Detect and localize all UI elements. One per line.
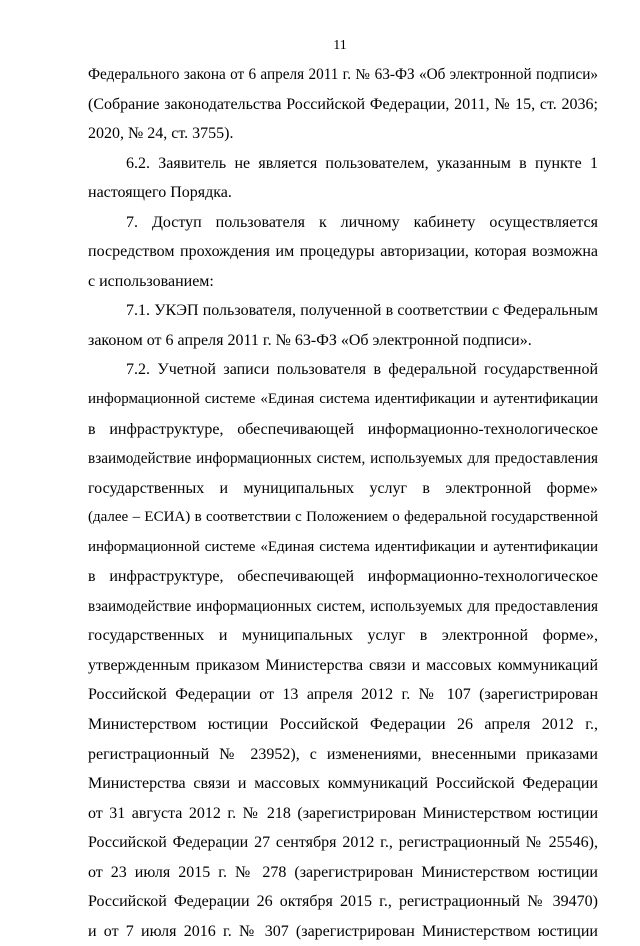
text-line: с использованием:: [88, 272, 214, 290]
text-line: Министерством юстиции Российской Федерации 26 апреля 2012 г.,: [88, 716, 598, 734]
text-line: Российской Федерации 26 октября 2015 г., регистрационный № 39470): [88, 893, 598, 911]
text-line: Российской Федерации от 13 апреля 2012 г. № 107 (зарегистрирован: [88, 686, 598, 704]
text-line: 2020, № 24, ст. 3755).: [88, 125, 234, 143]
body-text: [88, 60, 598, 946]
text-line: 7.1. УКЭП пользователя, полученной в соответствии с Федеральным: [126, 302, 598, 320]
text-line: 6.2. Заявитель не является пользователем, указанным в пункте 1: [126, 154, 598, 172]
text-line: взаимодействие информационных систем, используемых для предоставления: [88, 597, 598, 615]
text-line: Министерства связи и массовых коммуникаций Российской Федерации: [88, 775, 598, 793]
text-line: 7. Доступ пользователя к личному кабинету осуществляется: [126, 213, 598, 231]
text-line: и от 7 июля 2016 г. № 307 (зарегистрирован Министерством юстиции: [88, 922, 598, 940]
text-line: 7.2. Учетной записи пользователя в федеральной государственной: [126, 361, 598, 379]
text-line: в инфраструктуре, обеспечивающей информационно-технологическое: [88, 568, 598, 586]
text-line: государственных и муниципальных услуг в электронной форме»,: [88, 627, 598, 645]
text-line: Федерального закона от 6 апреля 2011 г. № 63-ФЗ «Об электронной подписи»: [88, 66, 598, 83]
text-line: информационной системе «Единая система идентификации и аутентификации: [88, 538, 598, 555]
text-line: от 23 июля 2015 г. № 278 (зарегистрирован Министерством юстиции: [88, 863, 598, 881]
text-line: информационной системе «Единая система идентификации и аутентификации: [88, 391, 598, 408]
text-line: регистрационный № 23952), с изменениями, внесенными приказами: [88, 745, 598, 763]
page-number: 11: [333, 38, 347, 53]
text-line: настоящего Порядка.: [88, 184, 232, 202]
text-line: утвержденным приказом Министерства связи и массовых коммуникаций: [88, 656, 598, 674]
text-line: (Собрание законодательства Российской Федерации, 2011, № 15, ст. 2036;: [88, 95, 598, 113]
text-line: в инфраструктуре, обеспечивающей информационно-технологическое: [88, 420, 598, 438]
text-line: посредством прохождения им процедуры авторизации, которая возможна: [88, 243, 598, 261]
text-line: от 31 августа 2012 г. № 218 (зарегистрирован Министерством юстиции: [88, 804, 598, 822]
text-line: государственных и муниципальных услуг в электронной форме»: [88, 479, 598, 497]
text-line: взаимодействие информационных систем, используемых для предоставления: [88, 450, 598, 468]
text-line: (далее – ЕСИА) в соответствии с Положением о федеральной государственной: [88, 509, 598, 526]
text-line: Российской Федерации 27 сентября 2012 г., регистрационный № 25546),: [88, 834, 598, 852]
text-line: законом от 6 апреля 2011 г. № 63-ФЗ «Об электронной подписи».: [88, 331, 532, 349]
